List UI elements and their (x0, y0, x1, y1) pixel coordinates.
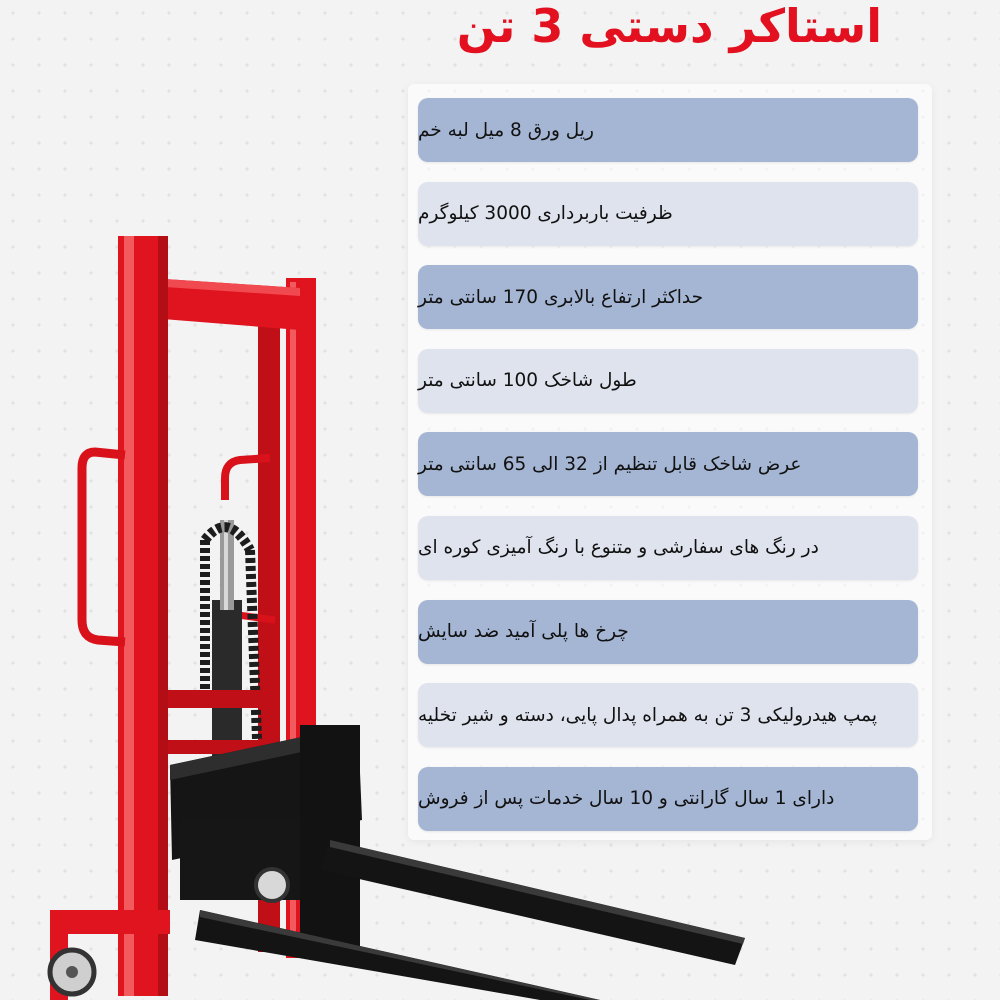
feature-text: عرض شاخک قابل تنظیم از 32 الی 65 سانتی متر (418, 453, 802, 475)
page-title: استاکر دستی 3 تن (456, 0, 882, 53)
manual-stacker-image (0, 220, 760, 1000)
feature-text: طول شاخک 100 سانتی متر (418, 370, 637, 392)
feature-text: ظرفیت باربرداری 3000 کیلوگرم (418, 203, 673, 225)
feature-text: حداکثر ارتفاع بالابری 170 سانتی متر (418, 286, 704, 308)
feature-text: پمپ هیدرولیکی 3 تن به همراه پدال پایی، دسته و شیر تخلیه (418, 704, 877, 726)
feature-text: چرخ ها پلی آمید ضد سایش (418, 621, 629, 643)
feature-text: دارای 1 سال گارانتی و 10 سال خدمات پس از فروش (418, 788, 835, 810)
feature-row (418, 98, 918, 162)
feature-text: ریل ورق 8 میل لبه خم (418, 119, 594, 141)
feature-text: در رنگ های سفارشی و متنوع با رنگ آمیزی کوره ای (418, 537, 819, 559)
